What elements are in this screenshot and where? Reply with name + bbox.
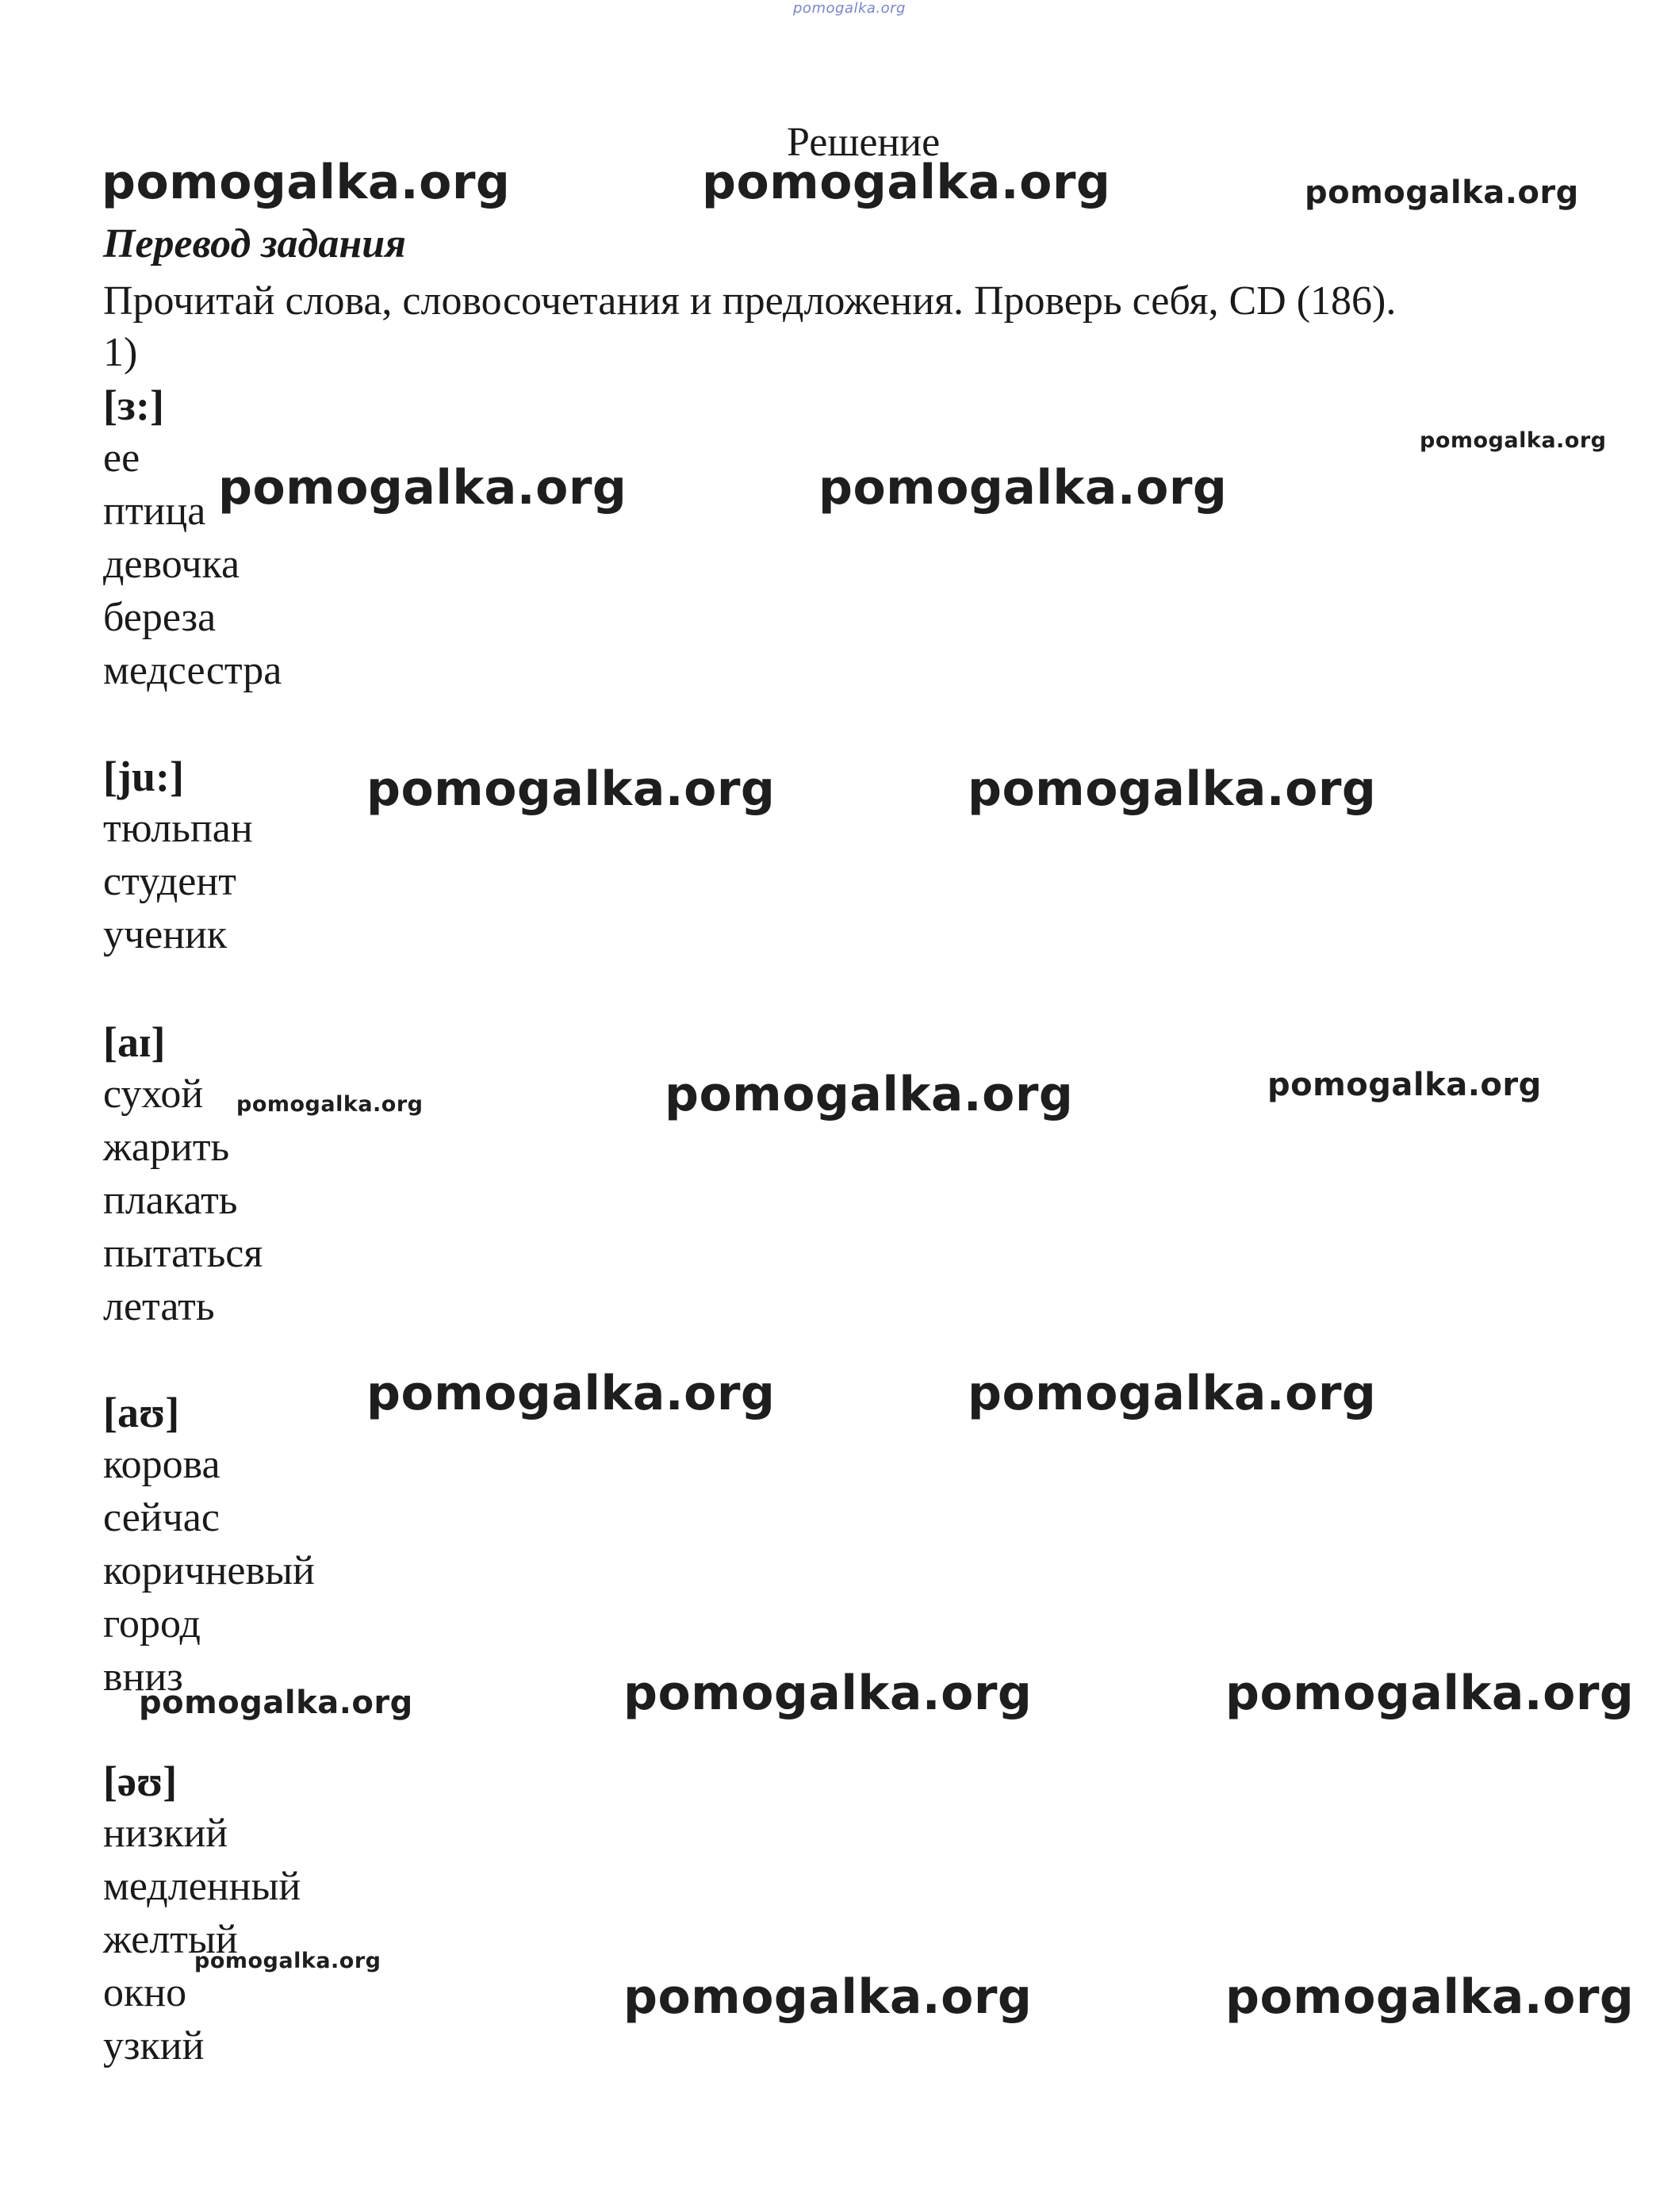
watermark: pomogalka.org [1420,428,1607,453]
word-item: коричневый [103,1548,315,1593]
watermark: pomogalka.org [665,1067,1074,1122]
page-title: Решение [787,120,941,165]
word-item: тюльпан [103,806,253,851]
word-item: студент [103,859,236,904]
watermark: pomogalka.org [702,155,1111,210]
phonetic-heading: [aʊ] [103,1389,180,1436]
phonetic-heading: [ju:] [103,753,184,800]
word-item: летать [103,1284,215,1329]
watermark: pomogalka.org [236,1092,424,1117]
word-item: окно [103,1970,187,2015]
word-item: город [103,1601,201,1647]
word-item: медсестра [103,648,282,693]
word-item: корова [103,1442,220,1487]
watermark: pomogalka.org [366,1366,776,1421]
task-number: 1) [103,330,138,375]
word-item: плакать [103,1178,238,1223]
word-item: сухой [103,1071,204,1117]
word-item: ученик [103,912,228,957]
word-item: вниз [103,1654,183,1700]
word-item: пытаться [103,1231,263,1276]
watermark: pomogalka.org [1305,174,1579,211]
word-item: ее [103,435,140,481]
word-item: медленный [103,1864,301,1909]
watermark: pomogalka.org [623,1969,1033,2025]
watermark: pomogalka.org [139,1685,413,1721]
task-instruction: Прочитай слова, словосочетания и предложения. Проверь себя, CD (186). [103,278,1397,324]
phonetic-heading: [ɜ:] [103,381,165,429]
word-item: узкий [103,2023,205,2068]
watermark: pomogalka.org [102,155,511,210]
watermark: pomogalka.org [623,1666,1033,1721]
watermark: pomogalka.org [194,1949,381,1973]
word-item: желтый [103,1917,238,1962]
word-item: низкий [103,1811,228,1856]
watermark: pomogalka.org [1225,1969,1635,2025]
watermark: pomogalka.org [818,460,1228,516]
word-item: девочка [103,542,240,587]
task-subtitle: Перевод задания [103,221,406,266]
word-item: береза [103,595,217,640]
top-watermark: pomogalka.org [793,0,906,17]
watermark: pomogalka.org [1225,1666,1635,1721]
word-item: жарить [103,1125,230,1170]
phonetic-heading: [aɪ] [103,1018,166,1066]
word-item: сейчас [103,1495,220,1540]
watermark: pomogalka.org [218,460,627,516]
watermark: pomogalka.org [1267,1067,1542,1103]
phonetic-heading: [əʊ] [103,1758,178,1805]
watermark: pomogalka.org [968,761,1377,817]
word-item: птица [103,489,206,534]
watermark: pomogalka.org [366,761,776,817]
watermark: pomogalka.org [968,1366,1377,1421]
